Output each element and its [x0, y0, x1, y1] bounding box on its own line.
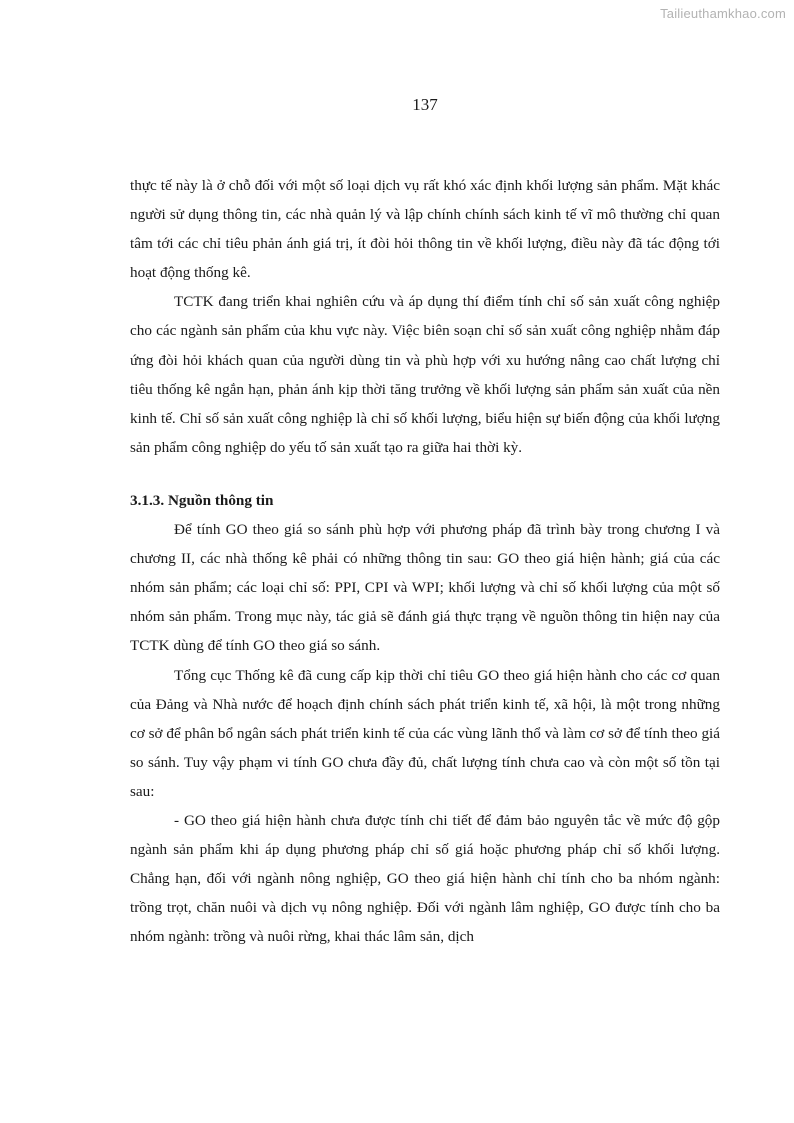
- paragraph: Tổng cục Thống kê đã cung cấp kịp thời chỉ tiêu GO theo giá hiện hành cho các cơ quan của Đảng và Nhà nước để hoạch định chính sách phát triển kinh tế, xã hội, là một trong những cơ sở để phân bổ ngân sách phát triển kinh tế của các vùng lãnh thổ và làm cơ sở để tính theo giá so sánh. Tuy vậy phạm vi tính GO chưa đầy đủ, chất lượng tính chưa cao và còn một số tồn tại sau:: [130, 666, 720, 800]
- section-heading: 3.1.3. Nguồn thông tin: [130, 491, 274, 509]
- paragraph: thực tế này là ở chỗ đối với một số loại dịch vụ rất khó xác định khối lượng sản phẩm. Mặt khác người sử dụng thông tin, các nhà quản lý và lập chính chính sách kinh tế vĩ mô thường chỉ quan tâm tới các chỉ tiêu phản ánh giá trị, ít đòi hỏi thông tin về khối lượng, điều này đã tác động tới hoạt động thống kê.: [130, 177, 720, 282]
- page-number: 137: [412, 95, 438, 114]
- watermark: Tailieuthamkhao.com: [660, 6, 786, 21]
- paragraph: - GO theo giá hiện hành chưa được tính chi tiết để đảm bảo nguyên tắc về mức độ gộp ngành sản phẩm khi áp dụng phương pháp chỉ số giá hoặc phương pháp chỉ số khối lượng. Chẳng hạn, đối với ngành nông nghiệp, GO theo giá hiện hành chỉ tính cho ba nhóm ngành: trồng trọt, chăn nuôi và dịch vụ nông nghiệp. Đối với ngành lâm nghiệp, GO được tính cho ba nhóm ngành: trồng và nuôi rừng, khai thác lâm sản, dịch: [130, 811, 720, 946]
- document-body: [130, 171, 720, 951]
- paragraph: TCTK đang triển khai nghiên cứu và áp dụng thí điểm tính chỉ số sản xuất công nghiệp cho các ngành sản phẩm của khu vực này. Việc biên soạn chỉ số sản xuất công nghiệp nhằm đáp ứng đòi hỏi khách quan của người dùng tin và phù hợp với xu hướng nâng cao chất lượng chỉ tiêu thống kê ngắn hạn, phản ánh kịp thời tăng trưởng về khối lượng sản phẩm sản xuất của nền kinh tế. Chỉ số sản xuất công nghiệp là chỉ số khối lượng, biểu hiện sự biến động của khối lượng sản phẩm công nghiệp do yếu tố sản xuất tạo ra giữa hai thời kỳ.: [130, 293, 720, 456]
- paragraph: Để tính GO theo giá so sánh phù hợp với phương pháp đã trình bày trong chương I và chương II, các nhà thống kê phải có những thông tin sau: GO theo giá hiện hành; giá của các nhóm sản phẩm; các loại chỉ số: PPI, CPI và WPI; khối lượng và chỉ số khối lượng của một số nhóm sản phẩm. Trong mục này, tác giả sẽ đánh giá thực trạng về nguồn thông tin hiện nay của TCTK dùng để tính GO theo giá so sánh.: [130, 521, 720, 655]
